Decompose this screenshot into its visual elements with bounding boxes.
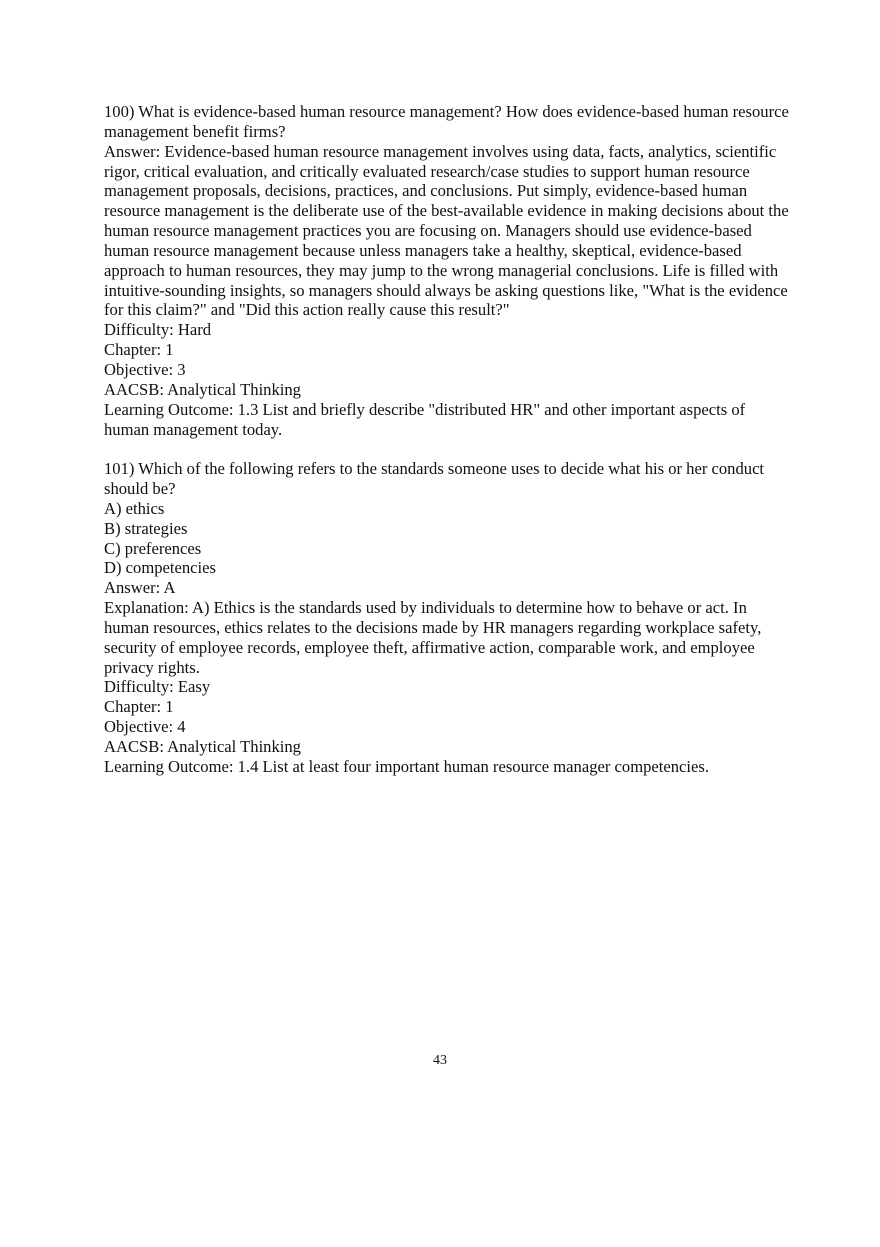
option-a: A) ethics (104, 498, 165, 518)
option-c: C) preferences (104, 538, 202, 558)
chapter: Chapter: 1 (104, 697, 174, 717)
question-block-100 (104, 102, 794, 439)
answer-text: Answer: Evidence-based human resource management involves using data, facts, analytics, scientific rigor, critical evaluation, and critically evaluated research/case studies to support human resource management proposals, decisions, practices, and conclusions. Put simply, evidence-based human resource management is the deliberate use of the best-available evidence in making decisions about the human resource management practices you are focusing on. Managers should use evidence-based human resource management because unless managers take a healthy, skeptical, evidence-based approach to human resources, they may jump to the wrong managerial conclusions. Life is filled with intuitive-sounding insights, so managers should always be asking questions like, "What is the evidence for this claim?" and "Did this action really cause this result?" (104, 141, 789, 320)
learning-outcome: Learning Outcome: 1.3 List and briefly describe "distributed HR" and other important aspects of human management today. (104, 399, 746, 439)
option-b: B) strategies (104, 518, 188, 538)
page-number: 43 (433, 1053, 447, 1068)
chapter: Chapter: 1 (104, 340, 174, 360)
objective: Objective: 4 (104, 717, 186, 737)
question-text: 100) What is evidence-based human resource management? How does evidence-based human resource management benefit firms? (104, 102, 789, 141)
explanation-text: Explanation: A) Ethics is the standards used by individuals to determine how to behave or act. In human resources, ethics relates to the decisions made by HR managers regarding workplace safety, security of employee records, employee theft, affirmative action, comparable work, and employee privacy rights. (104, 598, 762, 677)
document-page (104, 102, 794, 777)
learning-outcome: Learning Outcome: 1.4 List at least four important human resource manager competencies. (104, 756, 709, 776)
question-text: 101) Which of the following refers to the standards someone uses to decide what his or her conduct should be? (104, 459, 765, 499)
option-d: D) competencies (104, 558, 216, 578)
difficulty: Difficulty: Easy (104, 677, 211, 697)
objective: Objective: 3 (104, 359, 186, 379)
aacsb: AACSB: Analytical Thinking (104, 737, 301, 756)
aacsb: AACSB: Analytical Thinking (104, 379, 301, 399)
difficulty: Difficulty: Hard (104, 320, 212, 340)
question-block-101 (104, 459, 794, 777)
answer-text: Answer: A (104, 578, 176, 598)
